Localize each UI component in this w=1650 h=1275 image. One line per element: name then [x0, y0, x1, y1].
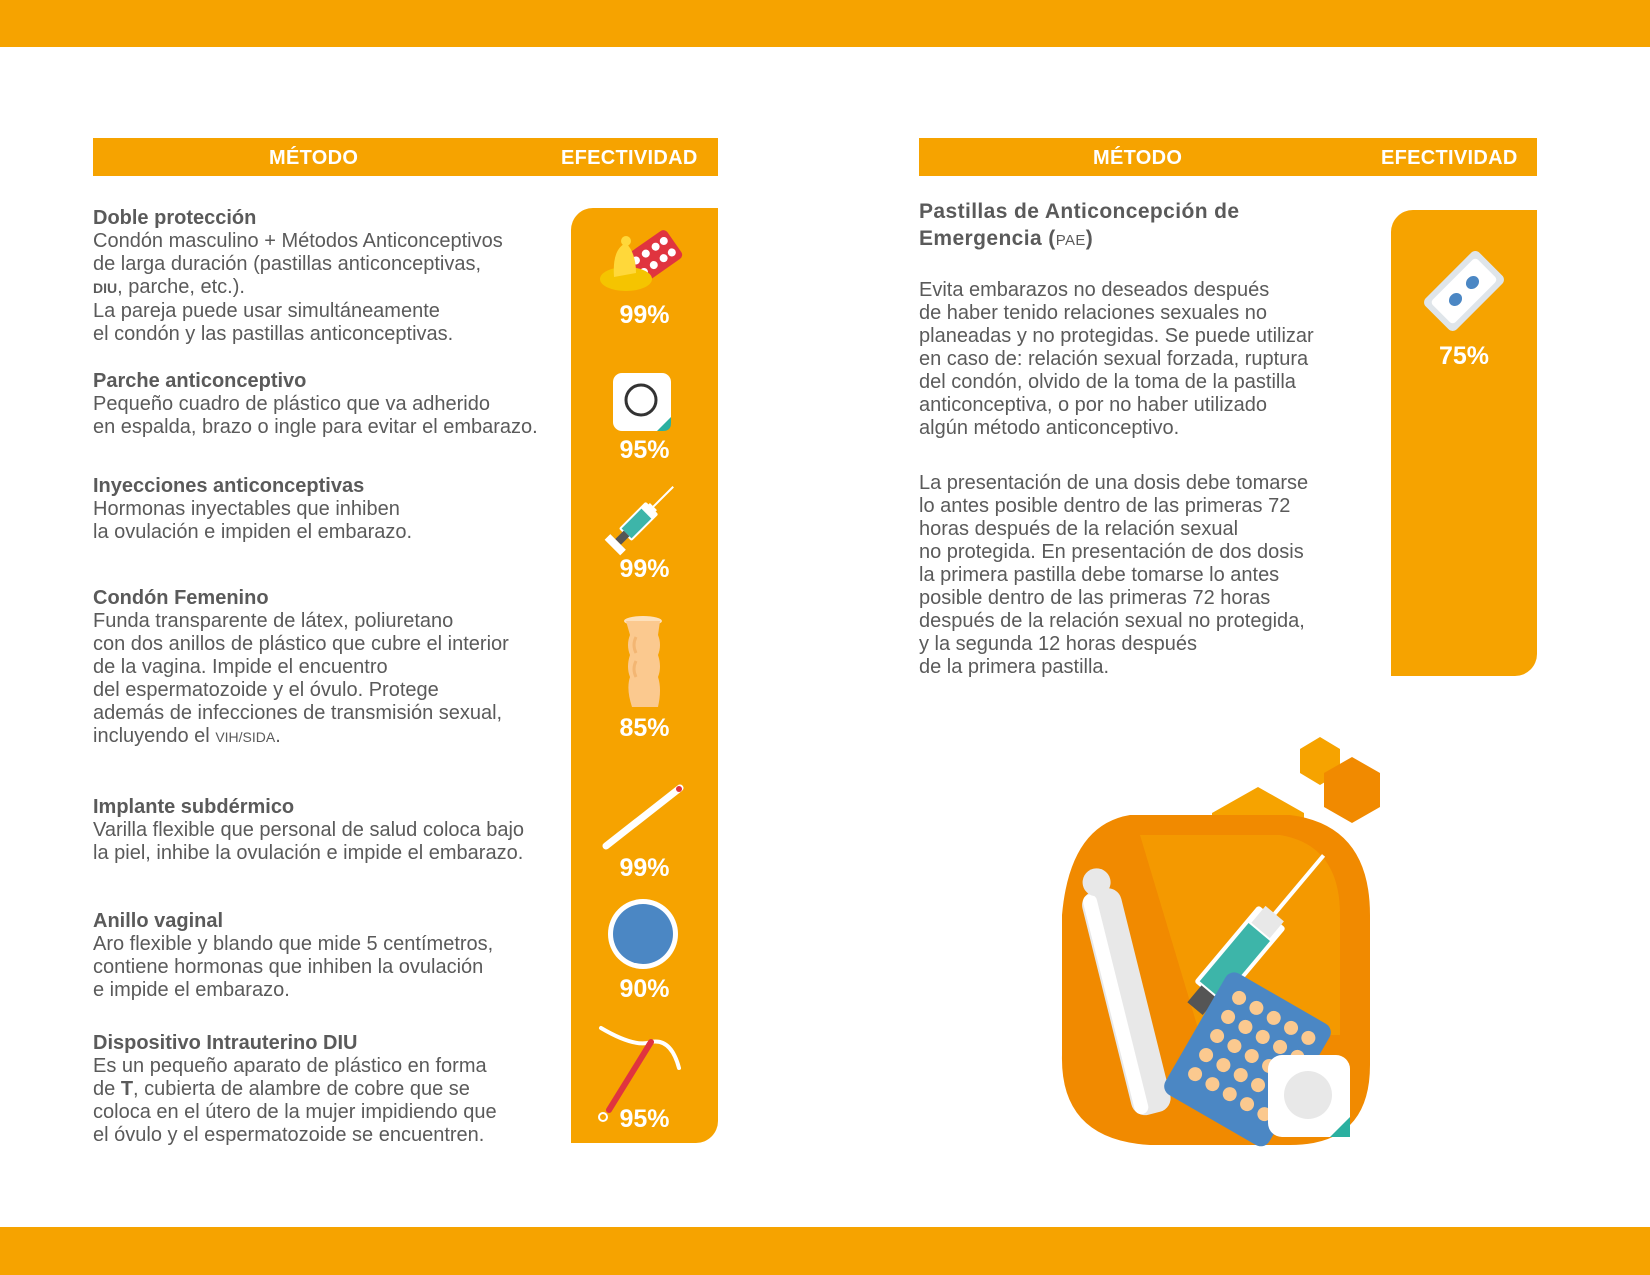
pae-description: Evita embarazos no deseados después de haber tenido relaciones sexuales no planeadas y no protegidas. Se puede utilizar en caso de: relación sexual forzada, ruptura del condón, olvido de la toma de la pastilla anticonceptiva, o por no haber utilizado algún método anticonceptivo.	[919, 279, 1314, 439]
top-band	[0, 0, 1650, 47]
effectiveness-value: 90%	[619, 975, 670, 1003]
method-description: Pequeño cuadro de plástico que va adherido en espalda, brazo o ingle para evitar el embarazo.	[93, 393, 538, 438]
method-name: Parche anticonceptivo	[93, 370, 307, 392]
method-row-vaginal-ring	[93, 910, 553, 1002]
effectiveness-header: EFECTIVIDAD	[1381, 147, 1518, 169]
female-condom-icon	[622, 615, 664, 710]
method-description: Condón masculino + Métodos Anticonceptivos de larga duración (pastillas anticonceptivas, DIU, parche, etc.). La pareja puede usar simultáneamente el condón y las pastillas anticonceptivas.	[93, 230, 503, 345]
left-table-header	[93, 138, 718, 176]
method-row-female-condom	[93, 587, 553, 749]
effectiveness-value: 75%	[1438, 342, 1490, 370]
effectiveness-value: 99%	[619, 854, 670, 882]
effectiveness-value: 85%	[619, 714, 670, 742]
method-row-injections	[93, 475, 553, 544]
method-header: MÉTODO	[269, 147, 359, 169]
pae-title: Pastillas de Anticoncepción de Emergencia (PAE)	[919, 200, 1240, 250]
implant-rod-icon	[600, 782, 686, 852]
right-table-header	[919, 138, 1537, 176]
method-description: Varilla flexible que personal de salud coloca bajo la piel, inhibe la ovulación e impide el embarazo.	[93, 819, 525, 864]
effectiveness-value: 95%	[619, 436, 670, 464]
effectiveness-value: 95%	[619, 1105, 670, 1133]
method-name: Dispositivo Intrauterino DIU	[93, 1032, 358, 1054]
bottom-band	[0, 1227, 1650, 1275]
method-name: Condón Femenino	[93, 587, 269, 609]
pae-dosage: La presentación de una dosis debe tomarse lo antes posible dentro de las primeras 72 horas después de la relación sexual no protegida. En presentación de dos dosis la primera pastilla debe tomarse lo antes posible dentro de las primeras 72 horas después de la relación sexual no protegida, y la segunda 12 horas después de la primera pastilla.	[919, 472, 1309, 678]
contraceptives-collage-icon	[1040, 735, 1420, 1155]
condom-and-pill-pack-icon	[600, 229, 686, 299]
method-row-patch	[93, 370, 553, 439]
vaginal-ring-icon	[607, 898, 679, 970]
effectiveness-value: 99%	[619, 555, 670, 583]
syringe-icon	[595, 475, 685, 565]
patch-icon	[611, 371, 673, 433]
method-header: MÉTODO	[1093, 147, 1183, 169]
effectiveness-value: 99%	[619, 301, 670, 329]
method-description: Aro flexible y blando que mide 5 centímetros, contiene hormonas que inhiben la ovulación e impide el embarazo.	[93, 933, 494, 1001]
method-description: Hormonas inyectables que inhiben la ovulación e impiden el embarazo.	[93, 498, 413, 543]
method-name: Implante subdérmico	[93, 796, 295, 818]
effectiveness-header: EFECTIVIDAD	[561, 147, 698, 169]
method-name: Doble protección	[93, 207, 257, 229]
method-row-iud	[93, 1032, 553, 1147]
method-row-implant	[93, 796, 553, 865]
method-name: Inyecciones anticonceptivas	[93, 475, 365, 497]
emergency-pill-pack-icon	[1418, 245, 1510, 337]
method-description: Es un pequeño aparato de plástico en forma de T, cubierta de alambre de cobre que se coloca en el útero de la mujer impidiendo que el óvulo y el espermatozoide se encuentren.	[93, 1055, 497, 1146]
method-name: Anillo vaginal	[93, 910, 224, 932]
method-row-double-protection	[93, 207, 553, 346]
method-description: Funda transparente de látex, poliuretano con dos anillos de plástico que cubre el interior de la vagina. Impide el encuentro del espermatozoide y el óvulo. Protege además de infecciones de transmisión sexual, incluyendo el VIH/SIDA.	[93, 610, 509, 747]
